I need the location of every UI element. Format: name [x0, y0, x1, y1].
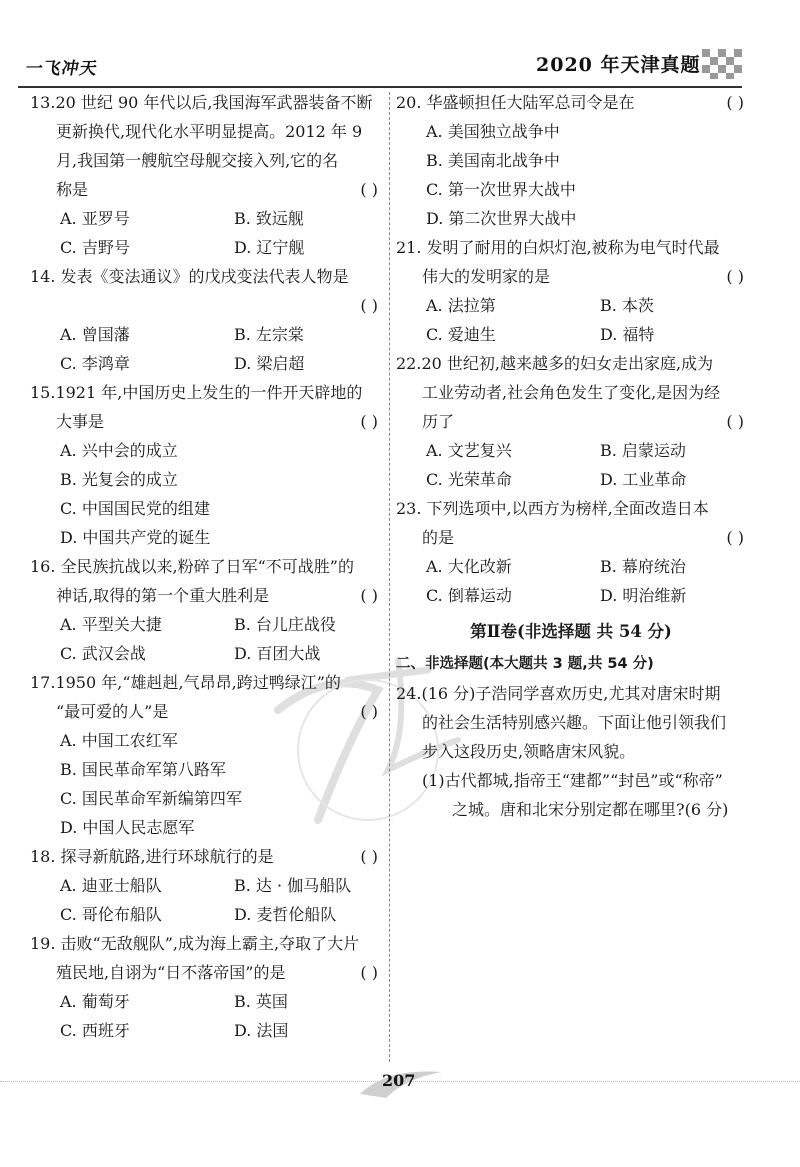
question-text: 的社会生活特别感兴趣。下面让他引领我们 [422, 713, 727, 732]
answer-blank: ( ) [360, 586, 378, 605]
question-text: 14. 发表《变法通议》的戊戌变法代表人物是 [30, 267, 349, 286]
question-text-last [30, 697, 380, 726]
question-15 [30, 378, 380, 552]
option-d: D. 麦哲伦船队 [234, 905, 337, 924]
question-text: 殖民地,自诩为“日不落帝国”的是 [56, 963, 286, 982]
answer-blank: ( ) [360, 963, 378, 982]
option-row [30, 1016, 380, 1045]
option-a: A. 迪亚士船队 [60, 876, 162, 895]
option-row [30, 349, 380, 378]
answer-blank: ( ) [726, 528, 744, 547]
option-row [30, 987, 380, 1016]
answer-blank: ( ) [360, 702, 378, 721]
question-text: 19. 击败“无敌舰队”,成为海上霸主,夺取了大片 [30, 934, 360, 953]
option-row [396, 291, 746, 320]
question-text: 17.1950 年,“雄赳赳,气昂昂,跨过鸭绿江”的 [30, 673, 341, 692]
question-text: 18. 探寻新航路,进行环球航行的是 [30, 847, 274, 866]
option-c: C. 武汉会战 [60, 644, 146, 663]
option-row [30, 320, 380, 349]
option-c: C. 吉野号 [60, 238, 130, 257]
question-text-last [396, 407, 746, 436]
question-text: 神话,取得的第一个重大胜利是 [56, 586, 270, 605]
option-c: C. 西班牙 [60, 1021, 130, 1040]
option-b: B. 英国 [234, 992, 288, 1011]
question-text: 更新换代,现代化水平明显提高。2012 年 9 [56, 122, 363, 141]
answer-line [30, 291, 380, 320]
option-a: A. 文艺复兴 [426, 441, 512, 460]
question-13 [30, 88, 380, 262]
question-14 [30, 262, 380, 378]
subquestion-text: (1)古代都城,指帝王“建都”“封邑”或“称帝” [422, 771, 723, 790]
option-a: A. 法拉第 [426, 296, 496, 315]
option-b: B. 光复会的成立 [60, 470, 178, 489]
option-b: B. 台儿庄战役 [234, 615, 336, 634]
question-text: 21. 发明了耐用的白炽灯泡,被称为电气时代最 [396, 238, 720, 257]
option-a: A. 平型关大捷 [60, 615, 162, 634]
option-row [30, 204, 380, 233]
option-a: A. 葡萄牙 [60, 992, 130, 1011]
answer-blank: ( ) [360, 847, 378, 866]
question-16 [30, 552, 380, 668]
option-d: D. 工业革命 [600, 470, 687, 489]
question-text: 24.(16 分)子浩同学喜欢历史,尤其对唐宋时期 [396, 684, 721, 703]
answer-blank: ( ) [726, 267, 744, 286]
option-c: C. 光荣革命 [426, 470, 512, 489]
column-divider [389, 92, 390, 1062]
option-row [30, 639, 380, 668]
question-text-last [30, 581, 380, 610]
option-row [30, 900, 380, 929]
option-row [396, 465, 746, 494]
option-row [30, 871, 380, 900]
option-d: D. 辽宁舰 [234, 238, 305, 257]
option-row [396, 552, 746, 581]
option-row [396, 320, 746, 349]
option-c: C. 爱迪生 [426, 325, 496, 344]
page-number-badge [356, 1064, 446, 1100]
question-text-last [396, 262, 746, 291]
question-text: 22.20 世纪初,越来越多的妇女走出家庭,成为 [396, 354, 714, 373]
left-column [30, 88, 380, 1045]
option-b: B. 启蒙运动 [600, 441, 686, 460]
question-text-last [30, 958, 380, 987]
answer-blank: ( ) [360, 180, 378, 199]
subquestion-text: 之城。唐和北宋分别定都在哪里?(6 分) [452, 800, 729, 819]
option-b: B. 美国南北战争中 [426, 151, 560, 170]
option-a: A. 中国工农红军 [60, 731, 178, 750]
question-18 [30, 842, 380, 929]
option-b: B. 幕府统治 [600, 557, 686, 576]
question-22 [396, 349, 746, 494]
option-c: C. 哥伦布船队 [60, 905, 162, 924]
option-c: C. 倒幕运动 [426, 586, 512, 605]
question-text-last [30, 842, 380, 871]
question-24 [396, 679, 746, 824]
option-row [396, 581, 746, 610]
option-c: C. 第一次世界大战中 [426, 180, 576, 199]
question-text-last [30, 175, 380, 204]
page-number: 207 [382, 1071, 416, 1090]
option-row [396, 436, 746, 465]
question-21 [396, 233, 746, 349]
question-text: 伟大的发明家的是 [422, 267, 551, 286]
option-a: A. 大化改新 [426, 557, 512, 576]
question-text: 步入这段历史,领略唐宋风貌。 [422, 742, 636, 761]
answer-blank: ( ) [360, 412, 378, 431]
question-text-last [30, 407, 380, 436]
option-b: B. 本茨 [600, 296, 654, 315]
option-a: A. 曾国藩 [60, 325, 130, 344]
answer-blank: ( ) [726, 412, 744, 431]
question-text: 15.1921 年,中国历史上发生的一件开天辟地的 [30, 383, 363, 402]
option-b: B. 达 · 伽马船队 [234, 876, 352, 895]
option-d: D. 中国共产党的诞生 [60, 528, 211, 547]
option-d: D. 第二次世界大战中 [426, 209, 577, 228]
option-row [30, 610, 380, 639]
question-text: 工业劳动者,社会角色发生了变化,是因为经 [422, 383, 721, 402]
option-d: D. 法国 [234, 1021, 289, 1040]
option-c: C. 国民革命军新编第四军 [60, 789, 242, 808]
option-a: A. 亚罗号 [60, 209, 130, 228]
checker-decoration [702, 49, 746, 79]
question-text: 16. 全民族抗战以来,粉碎了日军“不可战胜”的 [30, 557, 354, 576]
option-b: B. 国民革命军第八路军 [60, 760, 226, 779]
section-2-title: 第Ⅱ卷(非选择题 共 54 分) [470, 622, 672, 641]
question-23 [396, 494, 746, 610]
answer-blank: ( ) [360, 296, 378, 315]
option-d: D. 福特 [600, 325, 655, 344]
question-19 [30, 929, 380, 1045]
option-a: A. 美国独立战争中 [426, 122, 560, 141]
option-a: A. 兴中会的成立 [60, 441, 178, 460]
part-2-heading: 二、非选择题(本大题共 3 题,共 54 分) [396, 656, 654, 672]
question-text: 历了 [422, 412, 455, 431]
option-c: C. 中国国民党的组建 [60, 499, 210, 518]
question-17 [30, 668, 380, 842]
right-column [396, 88, 746, 824]
series-logo: 一飞冲天 [23, 59, 100, 79]
option-d: D. 明治维新 [600, 586, 687, 605]
page-header [0, 0, 800, 90]
option-b: B. 致远舰 [234, 209, 304, 228]
option-row [30, 233, 380, 262]
question-text: 的是 [422, 528, 455, 547]
option-d: D. 百团大战 [234, 644, 321, 663]
question-text-last [396, 88, 746, 117]
option-b: B. 左宗棠 [234, 325, 304, 344]
header-title: 2020 年天津真题 [536, 54, 701, 76]
question-text: 13.20 世纪 90 年代以后,我国海军武器装备不断 [30, 93, 373, 112]
answer-blank: ( ) [726, 93, 744, 112]
question-text-last [396, 523, 746, 552]
question-text: 大事是 [56, 412, 105, 431]
option-d: D. 梁启超 [234, 354, 305, 373]
question-text: “最可爱的人”是 [56, 702, 169, 721]
option-c: C. 李鸿章 [60, 354, 130, 373]
question-text: 称是 [56, 180, 89, 199]
question-text: 20. 华盛顿担任大陆军总司令是在 [396, 93, 635, 112]
question-text: 23. 下列选项中,以西方为榜样,全面改造日本 [396, 499, 709, 518]
option-d: D. 中国人民志愿军 [60, 818, 195, 837]
question-text: 月,我国第一艘航空母舰交接入列,它的名 [56, 151, 339, 170]
question-20 [396, 88, 746, 233]
